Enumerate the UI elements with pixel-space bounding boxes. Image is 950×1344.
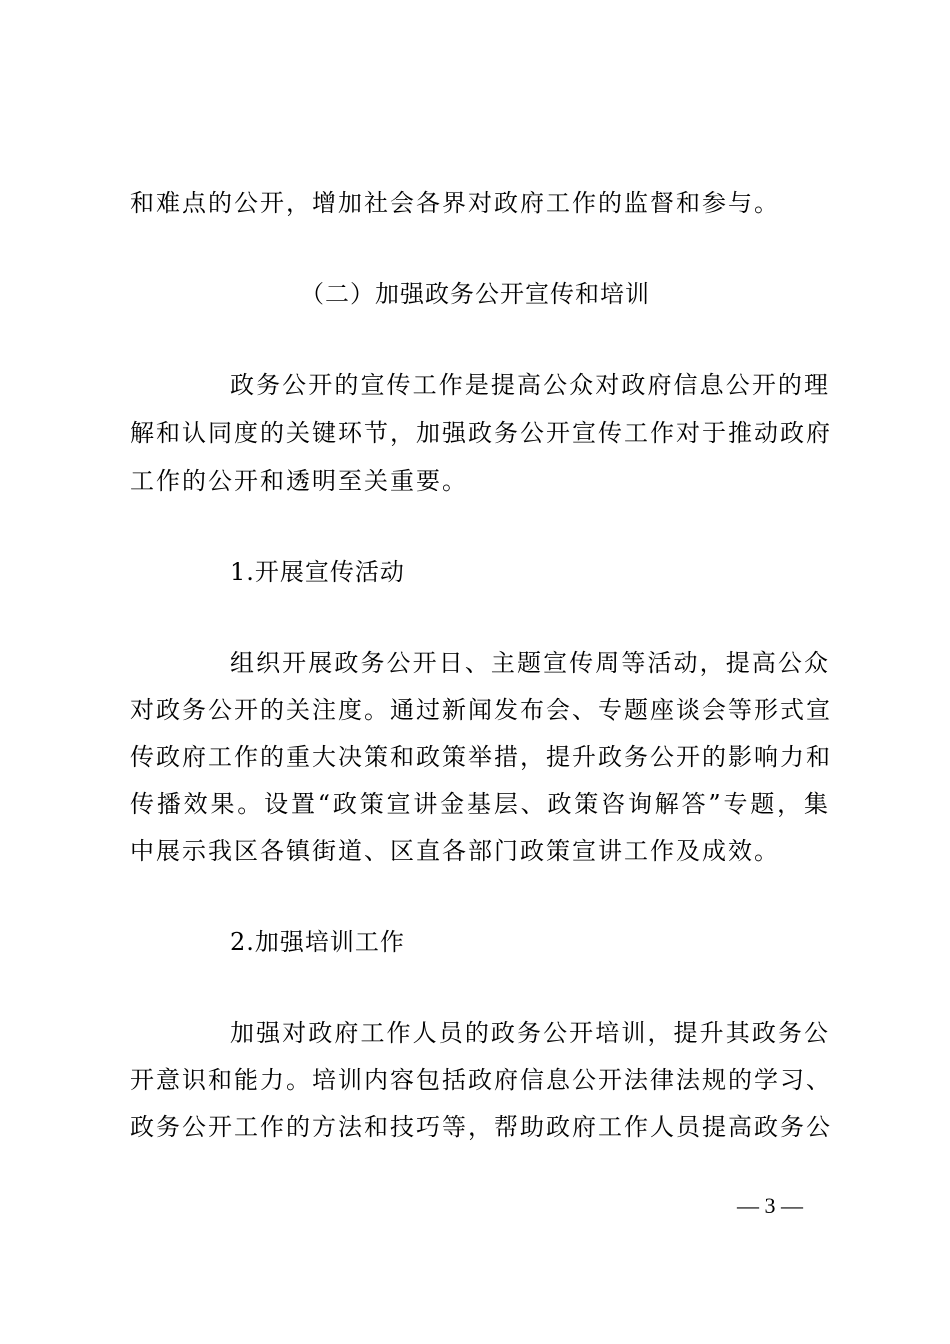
intro-line: 和难点的公开，增加社会各界对政府工作的监督和参与。 <box>130 189 780 217</box>
subsection-1-paragraph-line: 传政府工作的重大决策和政策举措，提升政务公开的影响力和 <box>130 743 832 771</box>
subsection-heading-2: 2.加强培训工作 <box>230 928 405 956</box>
subsection-heading-1: 1.开展宣传活动 <box>230 558 405 586</box>
page-number: — 3 — <box>737 1193 803 1218</box>
subsection-2-paragraph-line: 开意识和能力。培训内容包括政府信息公开法律法规的学习、 <box>130 1066 832 1094</box>
subsection-1-paragraph-line: 对政务公开的关注度。通过新闻发布会、专题座谈会等形式宣 <box>130 696 832 724</box>
subsection-2-paragraph-line: 加强对政府工作人员的政务公开培训，提升其政务公 <box>230 1019 830 1047</box>
subsection-1-paragraph-line: 中展示我区各镇街道、区直各部门政策宣讲工作及成效。 <box>130 837 780 865</box>
section-paragraph-line: 解和认同度的关键环节，加强政务公开宣传工作对于推动政府 <box>130 419 832 447</box>
subsection-1-paragraph-line: 传播效果。设置“政策宣讲金基层、政策咨询解答”专题，集 <box>130 790 830 818</box>
section-paragraph-line: 工作的公开和透明至关重要。 <box>130 467 468 495</box>
subsection-2-paragraph-line: 政务公开工作的方法和技巧等，帮助政府工作人员提高政务公 <box>130 1113 832 1141</box>
section-paragraph-line: 政务公开的宣传工作是提高公众对政府信息公开的理 <box>230 371 830 399</box>
section-heading: （二）加强政务公开宣传和培训 <box>300 280 650 308</box>
subsection-1-paragraph-line: 组织开展政务公开日、主题宣传周等活动，提高公众 <box>230 649 830 677</box>
